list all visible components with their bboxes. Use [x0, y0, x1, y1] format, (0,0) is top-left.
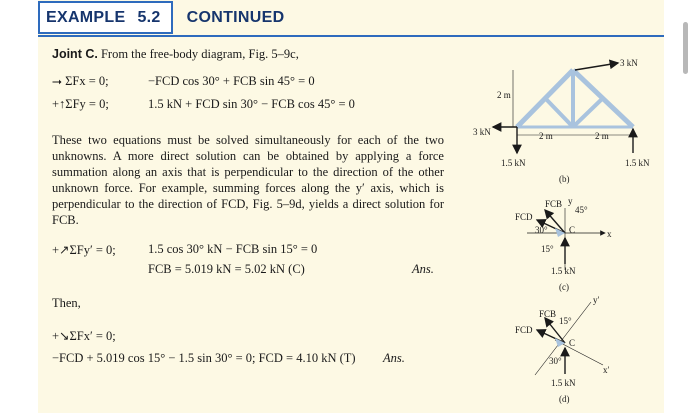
label-load-d: 1.5 kN	[551, 378, 576, 388]
header-rule	[38, 35, 664, 37]
figure-panel	[455, 40, 660, 415]
example-badge	[38, 1, 173, 34]
label-node-c: C	[569, 225, 576, 235]
label-fcd-d: FCD	[515, 325, 533, 335]
label-30-d: 30°	[549, 356, 562, 366]
eq3-left: +↗ΣFy′ = 0;	[52, 243, 116, 257]
example-header	[38, 0, 284, 35]
caption-c: (c)	[559, 282, 569, 292]
label-3kn-left: 3 kN	[473, 127, 491, 137]
gusset-c	[555, 228, 565, 237]
answer-label-fcb: Ans.	[412, 262, 434, 276]
joint-text: From the free-body diagram, Fig. 5–9c,	[100, 47, 299, 61]
eq2-left: +↑ΣFy = 0;	[52, 97, 109, 111]
label-node-d: C	[569, 338, 576, 348]
then-label: Then,	[52, 296, 81, 310]
member-diagonal-a	[545, 98, 573, 127]
label-2m-a: 2 m	[539, 131, 553, 141]
eq2-right: 1.5 kN + FCD sin 30° − FCB cos 45° = 0	[148, 97, 355, 111]
caption-d: (d)	[559, 394, 570, 404]
example-number: 5.2	[137, 8, 161, 26]
label-2m-b: 2 m	[595, 131, 609, 141]
eq1-left: ⭢ ΣFx = 0;	[52, 74, 109, 88]
eq1-right: −FCD cos 30° + FCB sin 45° = 0	[148, 74, 315, 88]
label-y-prime-d: y′	[593, 295, 600, 305]
label-reaction-right: 1.5 kN	[625, 158, 650, 168]
gusset-d	[555, 338, 565, 347]
label-fcb-d: FCB	[539, 309, 557, 319]
label-x-prime-d: x′	[603, 365, 610, 375]
label-reaction-left: 1.5 kN	[501, 158, 526, 168]
joint-label: Joint C.	[52, 47, 98, 61]
scrollbar[interactable]	[683, 22, 688, 74]
label-2m-vertical: 2 m	[497, 90, 511, 100]
truss-diagram	[473, 58, 650, 184]
label-30-c: 30°	[535, 225, 548, 235]
eq5: +↘ΣFx′ = 0;	[52, 329, 116, 343]
label-15-c: 15°	[541, 244, 554, 254]
label-45-c: 45°	[575, 205, 588, 215]
example-label: EXAMPLE	[46, 8, 126, 26]
fcb-arrow-c	[545, 210, 565, 233]
answer-label-fcd: Ans.	[383, 351, 405, 365]
label-load-c: 1.5 kN	[551, 266, 576, 276]
member-diagonal-b	[573, 98, 603, 127]
label-3kn-top: 3 kN	[620, 58, 638, 68]
label-fcb-c: FCB	[545, 199, 563, 209]
label-15-d: 15°	[559, 316, 572, 326]
label-fcd-c: FCD	[515, 212, 533, 222]
eq6: −FCD + 5.019 cos 15° − 1.5 sin 30° = 0; FCD = 4.10 kN (T)	[52, 351, 356, 365]
eq4-right: FCB = 5.019 kN = 5.02 kN (C)	[148, 262, 305, 276]
load-arrow-top	[575, 63, 618, 70]
continued-label: CONTINUED	[186, 8, 285, 26]
label-x-c: x	[607, 229, 612, 239]
eq3-right: 1.5 cos 30° kN − FCB sin 15° = 0	[148, 242, 318, 256]
fbd-d	[515, 295, 610, 404]
caption-b: (b)	[559, 174, 570, 184]
joint-intro	[52, 47, 299, 62]
explanation-paragraph: These two equations must be solved simultaneously for each of the two unknowns. A more direct solution can be obtained by applying a force summation along an axis that is perpendicular to the direction of the other unknown force. For example, summing forces along the y′ axis, which is perpendicular to the direction of FCD, Fig. 5–9d, yields a direct solution for FCB.	[52, 133, 444, 227]
fbd-c	[515, 196, 612, 292]
label-y-c: y	[568, 196, 573, 206]
